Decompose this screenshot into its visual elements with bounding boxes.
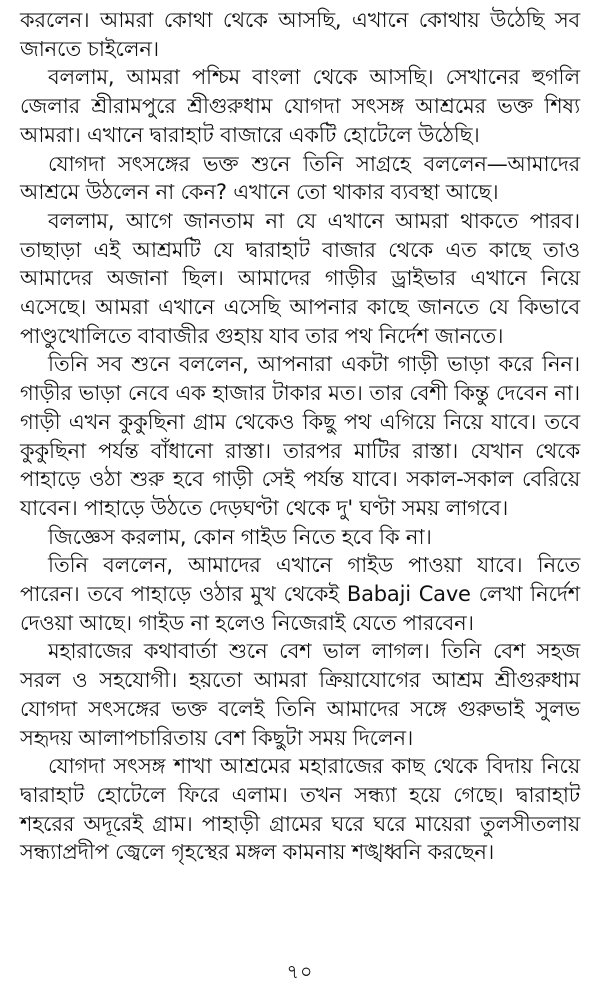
paragraph-3: যোগদা সৎসঙ্গের ভক্ত শুনে তিনি সাগ্রহে বললেন—আমাদের আশ্রমে উঠলেন না কেন? এখানে তো থাকার ব্যবস্থা আছে। [20, 151, 580, 205]
paragraph-8: মহারাজের কথাবার্তা শুনে বেশ ভাল লাগল। তিনি বেশ সহজ সরল ও সহযোগী। হয়তো আমরা ক্রিয়াযোগের আশ্রম শ্রীগুরুধাম যোগদা সৎসঙ্গের ভক্ত বলেই তিনি আমাদের সঙ্গে গুরুভাই সুলভ সহৃদয় আলাপচারিতায় বেশ কিছুটা সময় দিলেন। [20, 639, 580, 750]
paragraph-4: বললাম, আগে জানতাম না যে এখানে আমরা থাকতে পারব। তাছাড়া এই আশ্রমটি যে দ্বারাহাট বাজার থেকে এত কাছে তাও আমাদের অজানা ছিল। আমাদের গাড়ীর ড্রাইভার এখানে নিয়ে এসেছে। আমরা এখানে এসেছি আপনার কাছে জানতে যে কিভাবে পাণ্ডুখোলিতে বাবাজীর গুহায় যাব তার পথ নির্দেশ জানতে। [20, 208, 580, 348]
paragraph-9: যোগদা সৎসঙ্গ শাখা আশ্রমের মহারাজের কাছ থেকে বিদায় নিয়ে দ্বারাহাট হোটেলে ফিরে এলাম। তখন সন্ধ্যা হয়ে গেছে। দ্বারাহাট শহরের অদূরেই গ্রাম। পাহাড়ী গ্রামের ঘরে ঘরে মায়েরা তুলসীতলায় সন্ধ্যাপ্রদীপ জ্বেলে গৃহস্থের মঙ্গল কামনায় শঙ্খধ্বনি করছেন। [20, 754, 580, 865]
paragraph-7: তিনি বললেন, আমাদের এখানে গাইড পাওয়া যাবে। নিতে পারেন। তবে পাহাড়ে ওঠার মুখ থেকেই Babaji Cave লেখা নির্দেশ দেওয়া আছে। গাইড না হলেও নিজেরাই যেতে পারবেন। [20, 553, 580, 635]
paragraph-1: করলেন। আমরা কোথা থেকে আসছি, এখানে কোথায় উঠেছি সব জানতে চাইলেন। [20, 8, 580, 61]
page-number: ৭০ [286, 961, 314, 983]
paragraph-6: জিজ্ঞেস করলাম, কোন গাইড নিতে হবে কি না। [48, 524, 432, 549]
paragraph-2: বললাম, আমরা পশ্চিম বাংলা থেকে আসছি। সেখানের হুগলি জেলার শ্রীরামপুরে শ্রীগুরুধাম যোগদা সৎসঙ্গ আশ্রমের ভক্ত শিষ্য আমরা। এখানে দ্বারাহাট বাজারে একটি হোটেলে উঠেছি। [20, 65, 580, 147]
body-text [20, 6, 580, 867]
paragraph-5: তিনি সব শুনে বললেন, আপনারা একটা গাড়ী ভাড়া করে নিন। গাড়ীর ভাড়া নেবে এক হাজার টাকার মত। তার বেশী কিন্তু দেবেন না। গাড়ী এখন কুকুছিনা গ্রাম থেকেও কিছু পথ এগিয়ে নিয়ে যাবে। তবে কুকুছিনা পর্যন্ত বাঁধানো রাস্তা। তারপর মাটির রাস্তা। যেখান থেকে পাহাড়ে ওঠা শুরু হবে গাড়ী সেই পর্যন্ত যাবে। সকাল-সকাল বেরিয়ে যাবেন। পাহাড়ে উঠতে দেড়ঘণ্টা থেকে দু' ঘণ্টা সময় লাগবে। [20, 352, 580, 520]
